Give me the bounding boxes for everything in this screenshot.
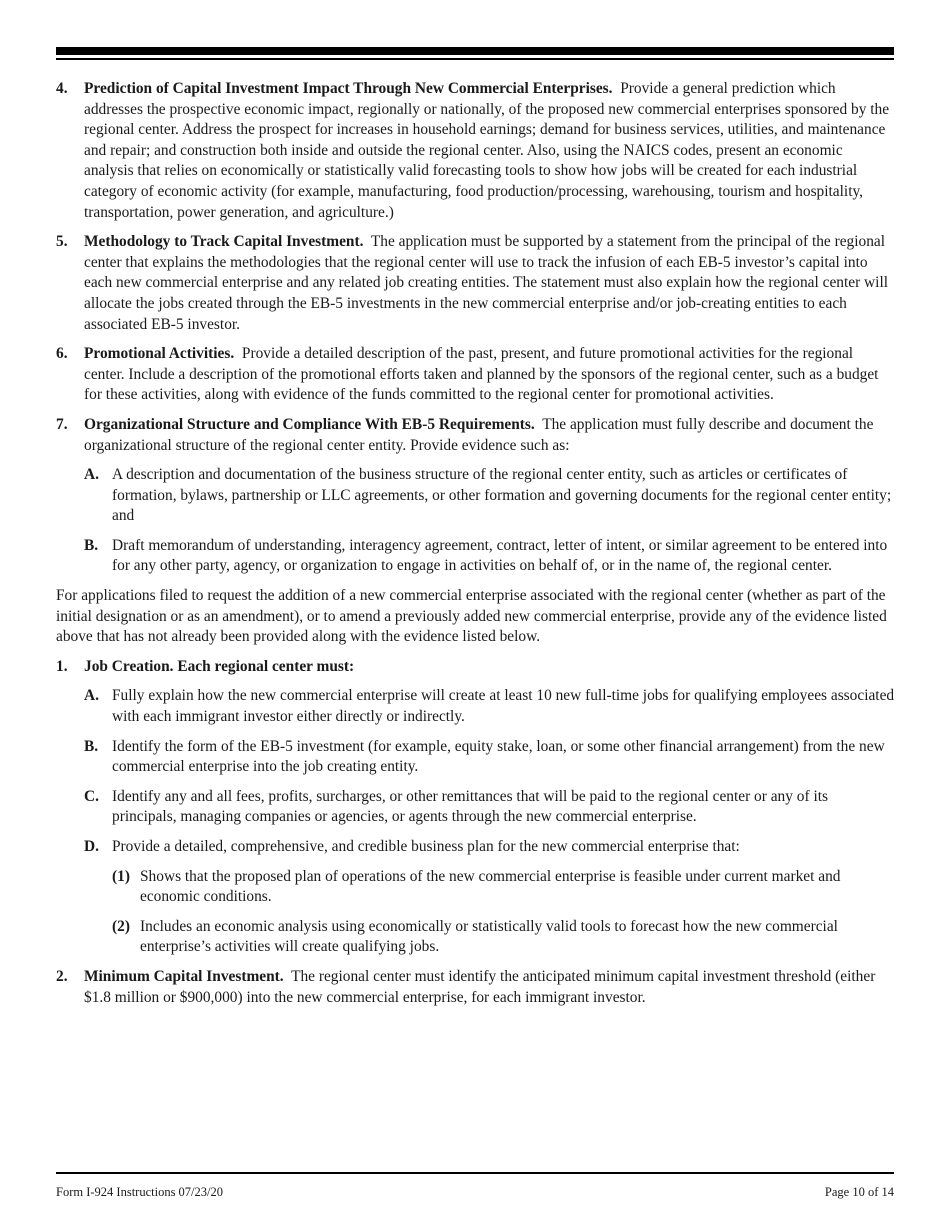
item-title: Prediction of Capital Investment Impact Through New Commercial Enterprises.	[84, 80, 613, 97]
subitem-letter: D.	[84, 838, 99, 855]
subitem-text: A description and documentation of the business structure of the regional center entity, such as articles or certificates of formation, bylaws, partnership or LLC agreements, or other formation and governing documents for the regional center entity; and	[112, 466, 892, 525]
item-number: 4.	[56, 80, 68, 97]
item-number: 1.	[56, 657, 68, 675]
subitem-text: Includes an economic analysis using economically or statistically valid tools to forecast how the new commercial enterprise’s activities will create qualifying jobs.	[140, 917, 838, 956]
list-subitem-1b	[84, 737, 896, 778]
item-text: The application must fully describe and document the organizational structure of the regional center entity. Provide evidence such as:	[84, 415, 874, 454]
list-item-min-capital	[56, 967, 896, 1008]
document-body	[56, 79, 896, 1017]
list-item-7	[56, 415, 896, 456]
footer-page-number: Page 10 of 14	[824, 1185, 894, 1199]
header-thick-rule	[56, 47, 894, 55]
footer-form-name: Form I-924 Instructions 07/23/20	[56, 1185, 224, 1199]
subitem-text: Fully explain how the new commercial enterprise will create at least 10 new full-time jobs for qualifying employees associated with each immigrant investor either directly or indirectly.	[112, 687, 895, 726]
intro-paragraph: For applications filed to request the addition of a new commercial enterprise associated with the regional center (whether as part of the initial designation or as an amendment), or to amend a previously added new commercial enterprise, provide any of the evidence listed above that has not already been provided along with the evidence listed below.	[56, 587, 887, 646]
item-title: Job Creation. Each regional center must:	[84, 657, 355, 675]
item-text: The regional center must identify the anticipated minimum capital investment threshold (either $1.8 million or $900,000) into the new commercial enterprise, for each immigrant investor.	[84, 967, 876, 1006]
item-text: The application must be supported by a statement from the principal of the regional center that explains the methodologies that the regional center will use to track the infusion of each EB-5 investor’s capital into each new commercial enterprise and any related job creating entities. The statement must also explain how the regional center will allocate the jobs created through the EB-5 investments in the new commercial enterprise and/or job-creating entities to each associated EB-5 investor.	[84, 233, 889, 333]
item-title: Minimum Capital Investment.	[84, 967, 284, 985]
header-thin-rule	[56, 58, 894, 60]
list-subitem-1d	[84, 837, 896, 858]
item-title: Promotional Activities.	[84, 345, 235, 363]
subitem-letter: C.	[84, 787, 99, 805]
list-subitem-1c	[84, 787, 896, 828]
list-item-5	[56, 232, 896, 335]
subitem-text: Draft memorandum of understanding, interagency agreement, contract, letter of intent, or similar agreement to be entered into for any other party, agency, or organization to engage in activities on behalf of, or in the name of, the regional center.	[112, 536, 888, 575]
item-title: Methodology to Track Capital Investment.	[84, 233, 364, 251]
item-number: 7.	[56, 415, 68, 433]
item-number: 2.	[56, 967, 68, 985]
subitem-letter: A.	[84, 466, 99, 484]
subitem-text: Identify any and all fees, profits, surcharges, or other remittances that will be paid to the regional center or any of its principals, managing companies or agencies, or agents through the new commercial enterprise.	[112, 787, 828, 826]
item-text: Provide a detailed description of the past, present, and future promotional activities for the regional center. Include a description of the promotional efforts taken and planned by the sponsors of the regional center, such as a budget for these activities, along with evidence of the funds committed to the regional center for promotional activities.	[84, 345, 879, 404]
list-subitem-7b	[84, 536, 896, 577]
subitem-letter: A.	[84, 687, 99, 705]
subitem-text: Identify the form of the EB-5 investment (for example, equity stake, loan, or some other financial arrangement) from the new commercial enterprise into the job creating entity.	[112, 737, 885, 776]
subitem-label: (2)	[112, 917, 130, 935]
subitem-text: Shows that the proposed plan of operations of the new commercial enterprise is feasible under current market and economic conditions.	[140, 867, 841, 906]
footer-rule	[56, 1172, 894, 1174]
list-subitem-1d-1	[112, 867, 896, 908]
list-subitem-1d-2	[112, 917, 896, 958]
subitem-label: (1)	[112, 867, 130, 885]
item-number: 6.	[56, 345, 68, 363]
list-subitem-1a	[84, 686, 896, 727]
subitem-letter: B.	[84, 737, 99, 755]
item-title: Organizational Structure and Compliance With EB-5 Requirements.	[84, 415, 535, 433]
list-item-job-creation	[56, 657, 896, 678]
subitem-letter: B.	[84, 536, 99, 554]
list-item-4	[56, 79, 896, 223]
subitem-text: Provide a detailed, comprehensive, and credible business plan for the new commercial enterprise that:	[112, 838, 740, 855]
list-item-6	[56, 344, 896, 406]
item-number: 5.	[56, 233, 68, 251]
item-text: Provide a general prediction which addresses the prospective economic impact, regionally or nationally, of the proposed new commercial enterprises sponsored by the regional center. Address the prospect for increases in household earnings; demand for business services, utilities, and maintenance and repair; and construction both inside and outside the regional center. Also, using the NAICS codes, present an economic analysis that relies on economically or statistically valid forecasting tools to show how jobs will be created for each industrial category of economic activity (for example, manufacturing, food production/processing, warehousing, tourism and hospitality, transportation, power generation, and agriculture.)	[84, 80, 890, 221]
list-subitem-7a	[84, 465, 896, 527]
